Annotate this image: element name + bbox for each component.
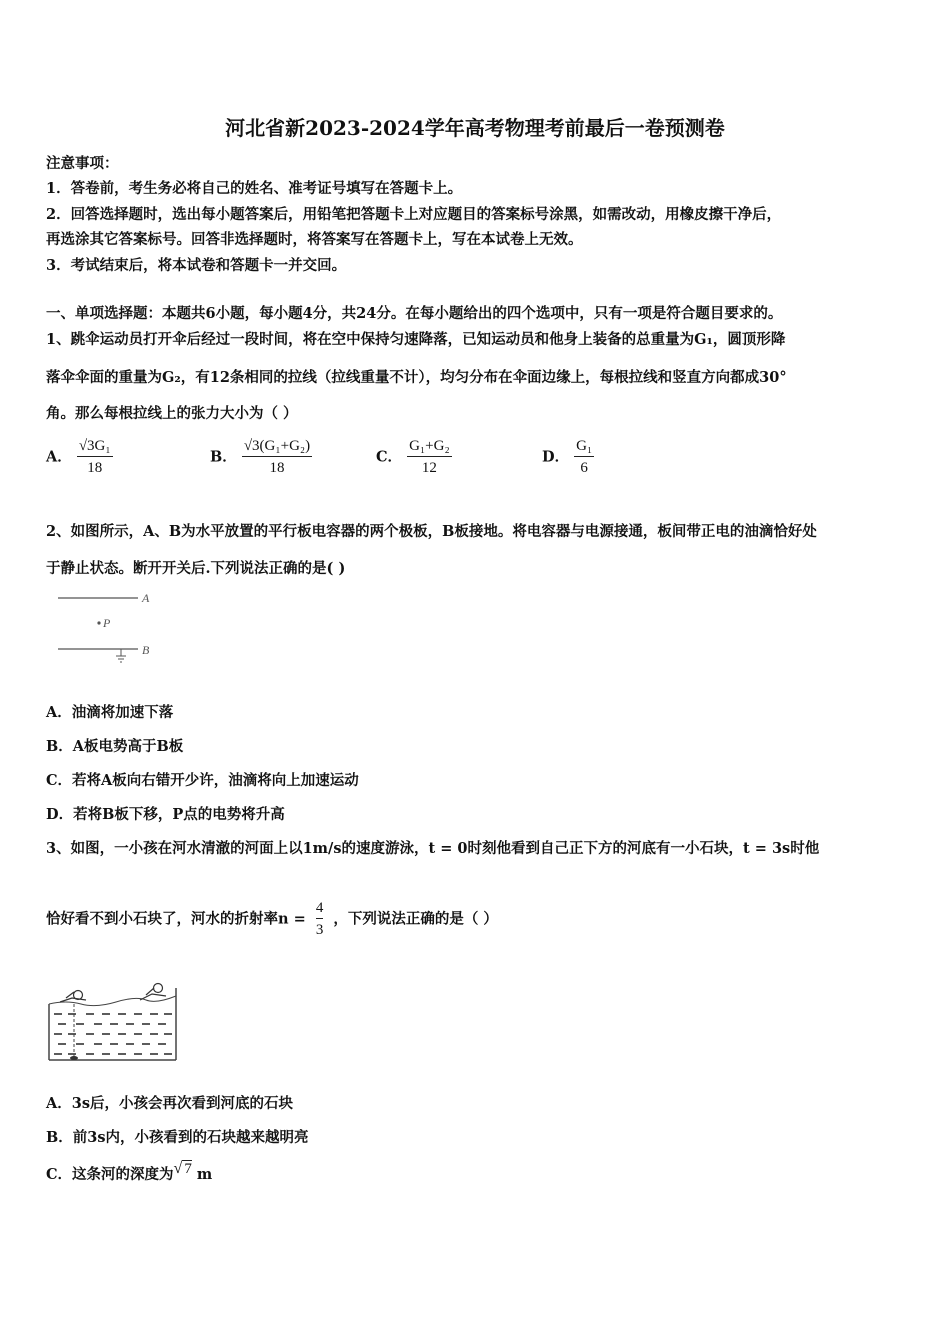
q3-text: 恰好看不到小石块了，河水的折射率n = $\frac{4}{3}$ ，下列说法正确的是（ ）: [46, 898, 498, 941]
capacitor-figure: [50, 588, 160, 668]
q3-option-a: A．3s后，小孩会再次看到河底的石块: [46, 1095, 294, 1112]
fraction: $\frac{\text{G₁}}{6}$: [576, 438, 593, 476]
q2-option-a: A．油滴将加速下落: [46, 704, 174, 721]
q2-text: 于静止状态。断开开关后.下列说法正确的是( ): [46, 560, 346, 577]
q3-text: 3、如图，一小孩在河水清澈的河面上以1m/s的速度游泳，t = 0时刻他看到自己正下方的河底有一小石块，t = 3s时他: [46, 840, 820, 857]
q2-option-d: D．若将B板下移，P点的电势将升高: [46, 806, 285, 823]
page-title: 河北省新2023-2024学年高考物理考前最后一卷预测卷: [225, 116, 725, 140]
section-heading: 一、单项选择题：本题共6小题，每小题4分，共24分。在每小题给出的四个选项中，只有一项是符合题目要求的。: [46, 305, 783, 322]
q1-option-b: B． $\frac{\text{√3(G₁+G₂)}}{18}$: [210, 436, 312, 479]
swimmer-icon: [60, 991, 86, 1003]
q2-option-b: B．A板电势高于B板: [46, 738, 184, 755]
q3-option-b: B．前3s内，小孩看到的石块越来越明亮: [46, 1129, 309, 1146]
fraction: $\frac{\text{G₁+G₂}}{12}$: [409, 438, 450, 476]
stone-icon: [70, 1056, 78, 1060]
point-p-dot: [97, 621, 100, 624]
q3-option-c: C．这条河的深度为√ 7 m: [46, 1160, 213, 1183]
plate-a-label: A: [142, 591, 150, 605]
notice-item: 3．考试结束后，将本试卷和答题卡一并交回。: [46, 257, 347, 274]
point-p-label: P: [103, 616, 111, 630]
q1-text: 1、跳伞运动员打开伞后经过一段时间，将在空中保持匀速降落，已知运动员和他身上装备的总重量为G₁，圆顶形降: [46, 331, 786, 348]
fraction: $\frac{\text{√3(G₁+G₂)}}{18}$: [243, 438, 311, 476]
q1-option-c: C． $\frac{\text{G₁+G₂}}{12}$: [376, 436, 452, 479]
q1-option-a: A． $\frac{\text{√3G₁}}{18}$: [46, 436, 113, 479]
refractive-index-fraction: $\frac{4}{3}$: [314, 898, 326, 941]
q1-option-d: D． $\frac{\text{G₁}}{6}$: [542, 436, 594, 479]
notice-heading: 注意事项：: [46, 155, 119, 172]
fraction: $\frac{\text{√3G₁}}{18}$: [78, 438, 111, 476]
plate-b-label: B: [142, 643, 150, 657]
q1-text: 角。那么每根拉线上的张力大小为（ ）: [46, 405, 298, 422]
river-figure: [46, 980, 186, 1065]
notice-item: 1．答卷前，考生务必将自己的姓名、准考证号填写在答题卡上。: [46, 180, 463, 197]
q1-text: 落伞伞面的重量为G₂，有12条相同的拉线（拉线重量不计），均匀分布在伞面边缘上，每根拉线和竖直方向都成30°: [46, 369, 787, 386]
swimmer-icon: [140, 984, 166, 1001]
notice-item: 再选涂其它答案标号。回答非选择题时，将答案写在答题卡上，写在本试卷上无效。: [46, 231, 583, 248]
q2-text: 2、如图所示，A、B为水平放置的平行板电容器的两个极板，B板接地。将电容器与电源接通，板间带正电的油滴恰好处: [46, 523, 817, 540]
q2-option-c: C．若将A板向右错开少许，油滴将向上加速运动: [46, 772, 359, 789]
notice-item: 2．回答选择题时，选出每小题答案后，用铅笔把答题卡上对应题目的答案标号涂黑，如需改动，用橡皮擦干净后，: [46, 206, 782, 223]
